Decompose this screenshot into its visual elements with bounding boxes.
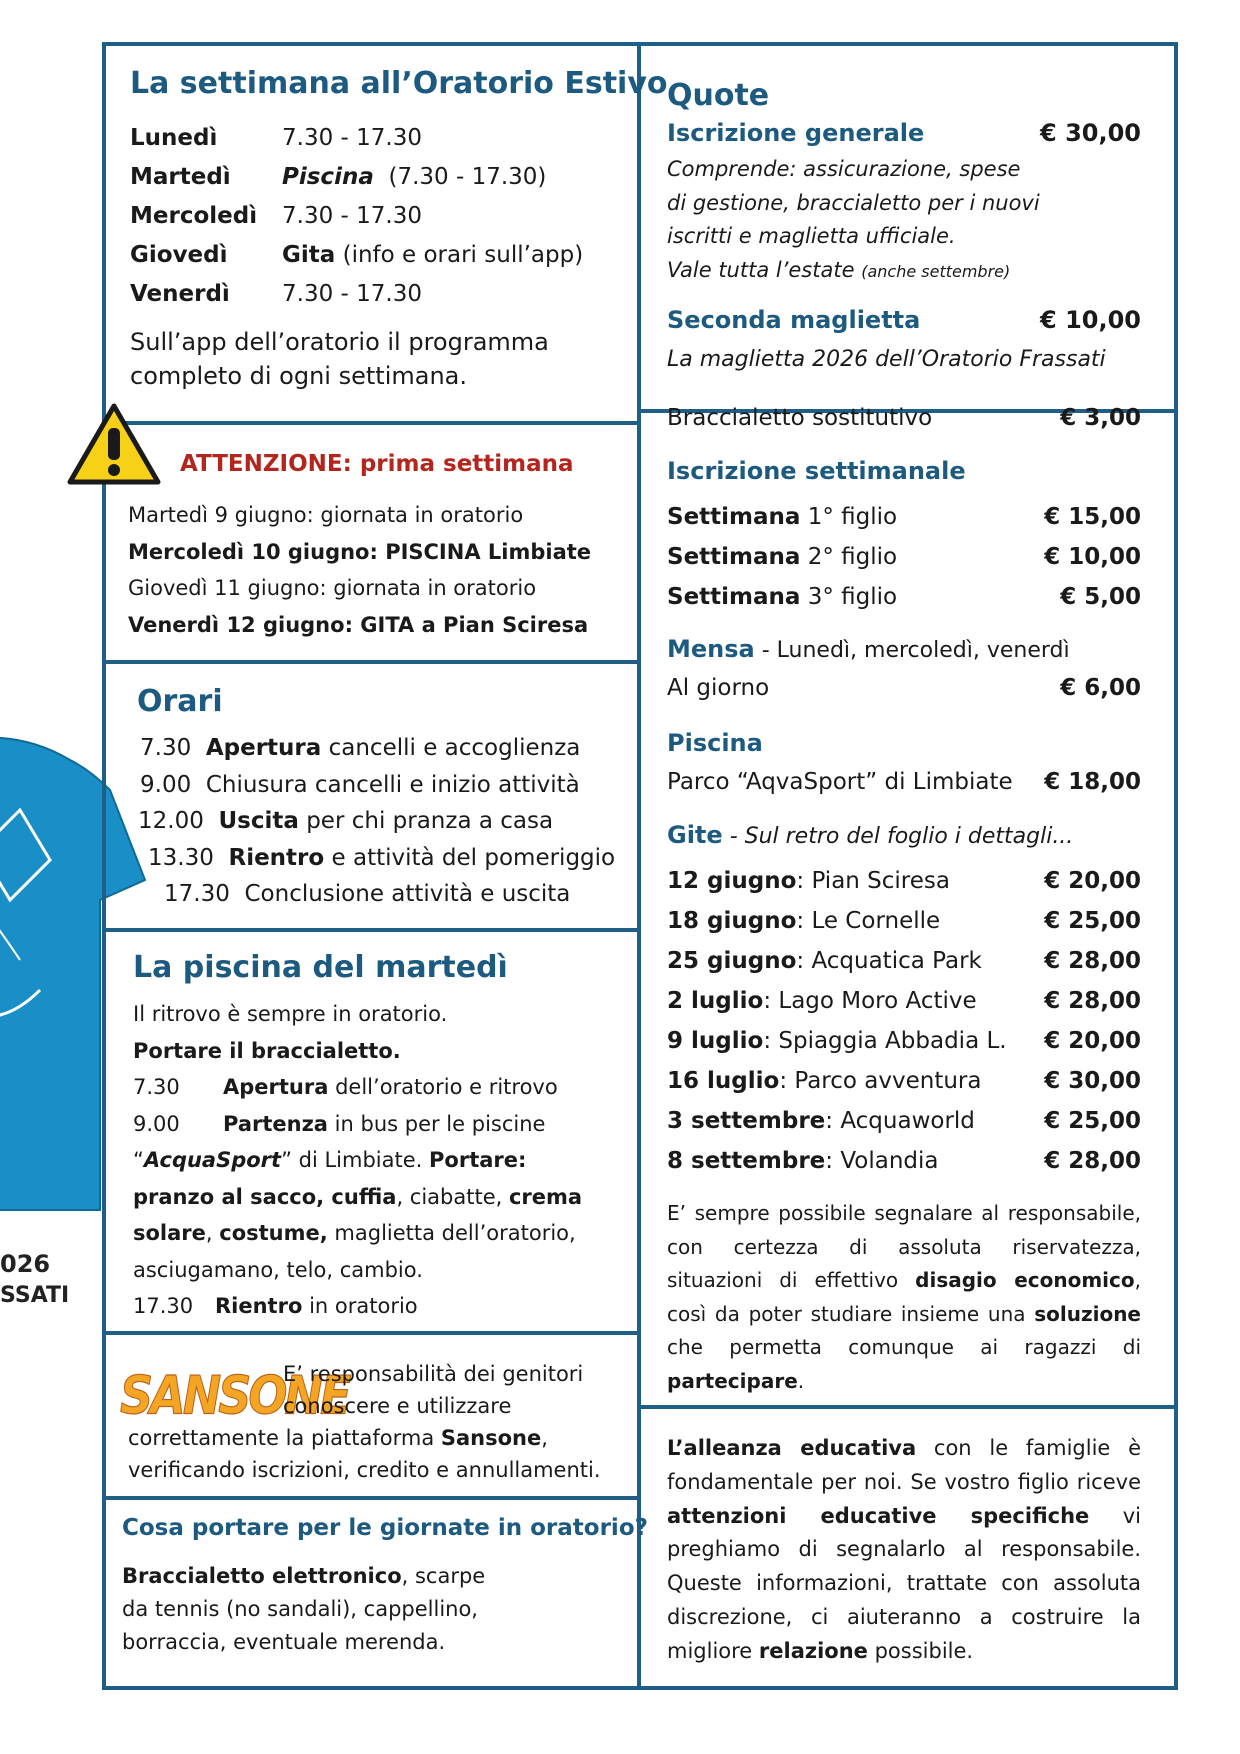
day-value: 7.30 - 17.30: [282, 125, 422, 151]
divider: [637, 1405, 1178, 1409]
mensa-text: Al giorno: [667, 675, 770, 701]
support-part: disagio economico: [915, 1268, 1135, 1292]
day-value: (7.30 - 17.30): [388, 164, 547, 190]
weekly-bold: Settimana: [667, 584, 801, 610]
quote-row: [667, 119, 1141, 153]
day-activity: Piscina: [282, 164, 374, 190]
weekly-label: Iscrizione settimanale: [667, 457, 966, 485]
gita-price: € 25,00: [1044, 908, 1141, 934]
gita-place: Parco avventura: [794, 1068, 982, 1094]
piscina-row: [667, 769, 1141, 809]
general-desc-part: (anche settembre): [861, 261, 1011, 281]
weekly-row: [667, 537, 1141, 577]
gita-price: € 20,00: [1044, 1028, 1141, 1054]
sansone-text-part: correttamente la piattaforma: [128, 1426, 441, 1450]
orari-bold: Uscita: [218, 808, 299, 834]
pool-time: 9.00: [133, 1111, 180, 1136]
gita-price: € 28,00: [1044, 948, 1141, 974]
bring-text: [122, 1560, 485, 1659]
support-part: E’ sempre possibile segnalare al responsabile, con certezza di assoluta riservatezza, situazioni di effettivo: [667, 1201, 1141, 1292]
attention-line: Mercoledì 10 giugno: PISCINA Limbiate: [128, 539, 592, 564]
day-label: Lunedì: [130, 125, 218, 151]
sansone-line: [128, 1422, 628, 1454]
gite-list: [667, 861, 1141, 1181]
pool-bold: Apertura: [223, 1075, 329, 1099]
pool-text-part: costume,: [219, 1221, 328, 1245]
general-desc-part: Vale tutta l’estate: [667, 257, 855, 282]
pool-text-part: pranzo al sacco, cuffia: [133, 1184, 397, 1209]
quote-label: Seconda maglietta: [667, 306, 921, 334]
gita-place: Le Cornelle: [811, 908, 941, 934]
general-desc-line: di gestione, braccialetto per i nuovi: [667, 190, 1040, 215]
orari-time: 7.30: [140, 735, 192, 761]
pool-line: Portare il braccialetto.: [133, 1038, 401, 1063]
gita-date: 16 luglio: [667, 1068, 780, 1094]
pool-line: asciugamano, telo, cambio.: [133, 1257, 423, 1282]
gita-price: € 20,00: [1044, 868, 1141, 894]
orari-row: [138, 803, 615, 840]
gita-place: Acquaworld: [840, 1108, 975, 1134]
piscina-price: € 18,00: [1044, 769, 1141, 795]
pool-line: [133, 1215, 633, 1252]
orari-text: e attività del pomeriggio: [331, 844, 616, 871]
weekly-bold: Settimana: [667, 544, 801, 570]
mensa-price: € 6,00: [1060, 675, 1141, 701]
pool-title: La piscina del martedì: [133, 950, 508, 985]
pool-text-part: ,: [205, 1221, 220, 1245]
alliance-part: vi preghiamo di segnalarlo al responsabile. Queste informazioni, trattate con assoluta discrezione, ci aiuteranno a costruire la migliore: [667, 1503, 1142, 1663]
support-part: , così da poter studiare insieme una: [667, 1268, 1141, 1326]
pool-text-part: crema: [508, 1184, 583, 1209]
pool-text-part: AcquaSport: [143, 1148, 282, 1172]
mensa-days: - Lunedì, mercoledì, venerdì: [761, 638, 1070, 663]
attention-list: [128, 497, 591, 643]
quote-section-2: [667, 405, 1141, 1398]
weekly-list: [667, 497, 1141, 617]
weekly-bold: Settimana: [667, 504, 801, 530]
gita-date: 9 luglio: [667, 1028, 764, 1054]
day-label: Venerdì: [130, 281, 230, 307]
orari-time: 9.00: [140, 771, 192, 798]
gita-date: 3 settembre: [667, 1108, 826, 1134]
pool-text: [133, 996, 633, 1325]
week-title: La settimana all’Oratorio Estivo: [130, 66, 668, 101]
gita-row: 12 giugno: Pian Sciresa € 20,00: [667, 861, 1141, 901]
day-value: 7.30 - 17.30: [282, 281, 422, 307]
mensa-heading: [667, 635, 1141, 675]
quote-price: € 3,00: [1060, 405, 1141, 431]
bring-line: [122, 1560, 485, 1593]
orari-row: [140, 767, 615, 804]
orari-text: Conclusione attività e uscita: [244, 881, 571, 907]
general-desc-line: Comprende: assicurazione, spese: [667, 157, 1021, 181]
sansone-line: E’ responsabilità dei genitori: [283, 1362, 584, 1386]
orari-row: [164, 876, 615, 913]
weekly-price: € 10,00: [1044, 544, 1141, 570]
bring-text-part: Braccialetto elettronico: [122, 1564, 402, 1588]
orari-list: [140, 730, 615, 913]
week-note-line: completo di ogni settimana.: [130, 362, 467, 390]
quote-row: [667, 405, 1141, 445]
quote-label: Braccialetto sostitutivo: [667, 405, 933, 431]
pool-time: 17.30: [133, 1294, 194, 1318]
orari-row: [140, 730, 615, 767]
pool-text-part: “: [133, 1148, 144, 1172]
pool-line: Il ritrovo è sempre in oratorio.: [133, 1002, 448, 1026]
orari-time: 13.30: [148, 844, 214, 871]
alliance-part: L’alleanza educativa: [667, 1436, 917, 1460]
gita-date: 25 giugno: [667, 948, 797, 974]
gita-row: 16 luglio: Parco avventura € 30,00: [667, 1061, 1141, 1101]
gita-date: 2 luglio: [667, 988, 764, 1014]
gite-label: Gite: [667, 821, 723, 849]
shirt-desc: La maglietta 2026 dell’Oratorio Frassati: [667, 347, 1106, 372]
pool-time: 7.30: [133, 1075, 180, 1099]
bring-title: Cosa portare per le giornate in oratorio?: [122, 1515, 648, 1541]
pool-text-part: solare: [133, 1221, 206, 1245]
orari-bold: Apertura: [205, 735, 322, 761]
gita-row: 25 giugno: Acquatica Park € 28,00: [667, 941, 1141, 981]
day-value: 7.30 - 17.30: [282, 203, 422, 229]
quote-section: [667, 78, 1141, 380]
attention-line: Martedì 9 giugno: giornata in oratorio: [128, 503, 524, 527]
gita-date: 12 giugno: [667, 868, 797, 894]
alliance-part: possibile.: [867, 1638, 974, 1663]
day-label: Martedì: [130, 164, 231, 190]
pool-bold: Partenza: [223, 1111, 328, 1136]
gita-price: € 28,00: [1044, 1148, 1141, 1174]
weekly-row: [667, 497, 1141, 537]
orari-bold: Rientro: [228, 844, 325, 871]
gita-place: Pian Sciresa: [811, 868, 950, 894]
sansone-text-part: Sansone: [440, 1426, 542, 1450]
divider: [102, 1331, 639, 1335]
support-text: [667, 1197, 1141, 1398]
divider: [102, 421, 639, 425]
gita-row: 2 luglio: Lago Moro Active € 28,00: [667, 981, 1141, 1021]
divider: [102, 660, 639, 664]
gita-price: € 25,00: [1044, 1108, 1141, 1134]
gita-row: 3 settembre: Acquaworld € 25,00: [667, 1101, 1141, 1141]
orari-text: cancelli e accoglienza: [328, 735, 581, 761]
attention-line: Giovedì 11 giugno: giornata in oratorio: [128, 576, 537, 600]
pool-text-part: Portare:: [429, 1148, 527, 1172]
warning-icon: [66, 402, 162, 488]
gita-place: Lago Moro Active: [778, 988, 977, 1014]
gita-price: € 28,00: [1044, 988, 1141, 1014]
week-note-line: Sull’app dell’oratorio il programma: [130, 328, 549, 356]
sansone-line: verificando iscrizioni, credito e annullamenti.: [128, 1458, 601, 1482]
pool-row: [133, 1069, 633, 1106]
support-part: che permetta comunque ai ragazzi di: [667, 1335, 1141, 1359]
pool-row: [133, 1288, 633, 1325]
support-part: partecipare: [667, 1368, 798, 1393]
pool-rest: in oratorio: [309, 1294, 418, 1318]
pool-line: [133, 1179, 633, 1216]
quote-row: [667, 306, 1141, 340]
bring-line: borraccia, eventuale merenda.: [122, 1630, 446, 1654]
pool-line: [133, 1142, 633, 1179]
quote-price: € 30,00: [1040, 119, 1141, 147]
column-divider: [637, 42, 641, 1690]
pool-bold: Rientro: [215, 1294, 303, 1318]
support-part: soluzione: [1034, 1301, 1141, 1326]
day-label: Mercoledì: [130, 203, 258, 229]
general-desc-line: [667, 254, 1141, 289]
tshirt-caption-2: SSATI: [0, 1283, 70, 1308]
day-label: Giovedì: [130, 242, 228, 268]
quote-price: € 10,00: [1040, 306, 1141, 334]
attention-title: ATTENZIONE: prima settimana: [180, 451, 574, 477]
gita-price: € 30,00: [1044, 1068, 1141, 1094]
gita-row: 18 giugno: Le Cornelle € 25,00: [667, 901, 1141, 941]
weekly-row: [667, 577, 1141, 617]
gite-heading: [667, 821, 1141, 861]
support-part: .: [797, 1368, 805, 1393]
gita-place: Spiaggia Abbadia L.: [778, 1028, 1007, 1054]
attention-line: Venerdì 12 giugno: GITA a Pian Sciresa: [128, 612, 589, 637]
pool-text-part: maglietta dell’oratorio,: [327, 1221, 576, 1245]
sansone-logo: SANSONE: [120, 1363, 349, 1427]
gita-row: 8 settembre: Volandia € 28,00: [667, 1141, 1141, 1181]
gite-note: - Sul retro del foglio i dettagli...: [729, 824, 1074, 849]
gita-row: 9 luglio: Spiaggia Abbadia L. € 20,00: [667, 1021, 1141, 1061]
gita-place: Volandia: [840, 1148, 939, 1174]
quote-title: Quote: [667, 78, 770, 113]
pool-rest: dell’oratorio e ritrovo: [335, 1075, 558, 1099]
pool-text-part: , ciabatte,: [396, 1184, 509, 1209]
week-schedule: [130, 121, 630, 316]
weekly-rest: 2° figlio: [807, 544, 898, 570]
tshirt-caption-1: 026: [0, 1250, 51, 1278]
weekly-rest: 1° figlio: [807, 504, 898, 530]
weekly-price: € 15,00: [1044, 504, 1141, 530]
piscina-label: Piscina: [667, 729, 763, 757]
alliance-text: [667, 1432, 1141, 1669]
alliance-part: con le famiglie è fondamentale per noi. Se vostro figlio riceve: [667, 1436, 1141, 1494]
day-activity: Gita: [282, 242, 336, 268]
sansone-line: conoscere e utilizzare: [283, 1394, 512, 1418]
bring-text-part: , scarpe: [401, 1564, 486, 1588]
weekly-price: € 5,00: [1060, 584, 1141, 610]
orari-text: Chiusura cancelli e inizio attività: [205, 771, 580, 798]
bring-line: da tennis (no sandali), cappellino,: [122, 1597, 478, 1621]
divider: [102, 1496, 639, 1500]
general-desc: [667, 153, 1141, 288]
pool-row: [133, 1106, 633, 1143]
sansone-text-part: ,: [541, 1426, 548, 1450]
pool-rest: in bus per le piscine: [334, 1111, 546, 1136]
quote-label: Iscrizione generale: [667, 119, 925, 147]
orari-text: per chi pranza a casa: [306, 808, 554, 834]
general-desc-line: iscritti e maglietta ufficiale.: [667, 224, 956, 248]
orari-row: [148, 840, 615, 877]
alliance-part: relazione: [758, 1638, 868, 1663]
sansone-text: [128, 1358, 628, 1486]
gita-date: 8 settembre: [667, 1148, 826, 1174]
gita-place: Acquatica Park: [811, 948, 982, 974]
pool-text-part: ” di Limbiate.: [281, 1148, 423, 1172]
piscina-text: Parco “AqvaSport” di Limbiate: [667, 769, 1013, 795]
weekly-rest: 3° figlio: [807, 584, 898, 610]
day-value: (info e orari sull’app): [342, 242, 584, 268]
gita-date: 18 giugno: [667, 908, 797, 934]
week-note: [130, 325, 549, 393]
orari-time: 17.30: [164, 881, 230, 907]
alliance-part: attenzioni educative specifiche: [667, 1503, 1090, 1528]
divider: [102, 928, 639, 932]
orari-time: 12.00: [138, 808, 204, 834]
mensa-row: [667, 675, 1141, 715]
orari-title: Orari: [137, 684, 223, 719]
mensa-label: Mensa: [667, 635, 755, 663]
